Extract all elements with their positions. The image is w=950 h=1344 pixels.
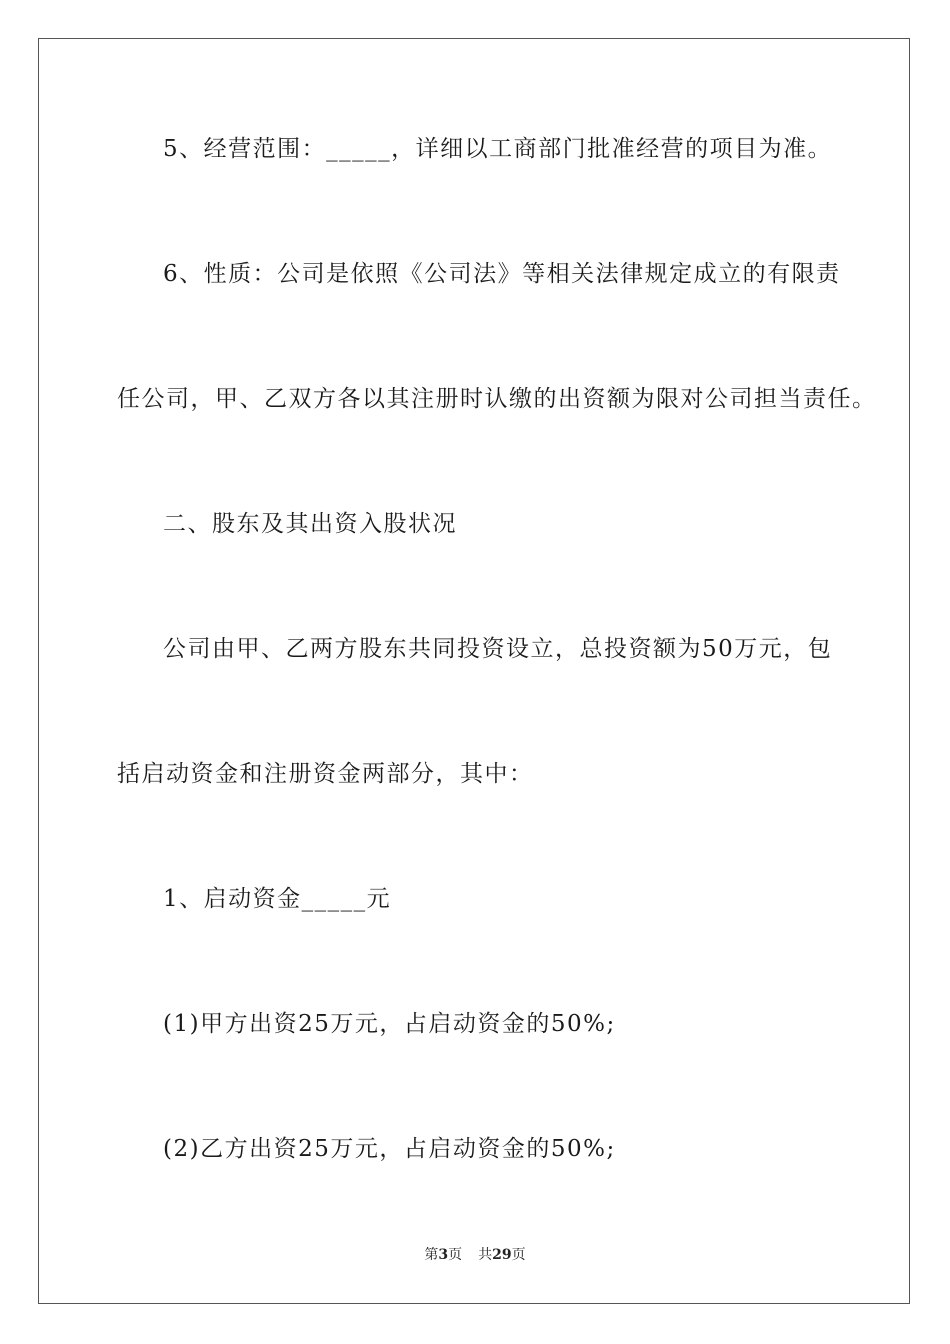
footer-page-suffix: 页 [448,1247,463,1263]
page-border [38,38,910,1304]
item-startup-capital: 1、启动资金_____元 [163,886,392,912]
paragraph-investment-line-1: 公司由甲、乙两方股东共同投资设立，总投资额为50万元，包 [163,636,833,662]
footer-total-suffix: 页 [511,1247,526,1263]
footer-page-number: 3 [438,1247,449,1263]
item-party-a-contribution: (1)甲方出资25万元，占启动资金的50%; [163,1011,616,1037]
footer-total-pages: 29 [492,1247,512,1263]
footer-total-prefix: 共 [478,1247,493,1263]
footer-page-prefix: 第 [424,1247,439,1263]
page-footer [0,1246,950,1264]
section-heading-shareholders: 二、股东及其出资入股状况 [163,511,457,537]
paragraph-nature-line-2: 任公司，甲、乙双方各以其注册时认缴的出资额为限对公司担当责任。 [117,386,877,412]
paragraph-investment-line-2: 括启动资金和注册资金两部分，其中： [117,761,534,787]
paragraph-nature-line-1: 6、性质：公司是依照《公司法》等相关法律规定成立的有限责 [163,261,841,287]
item-party-b-contribution: (2)乙方出资25万元，占启动资金的50%; [163,1136,616,1162]
paragraph-business-scope: 5、经营范围：_____，详细以工商部门批准经营的项目为准。 [163,136,833,162]
